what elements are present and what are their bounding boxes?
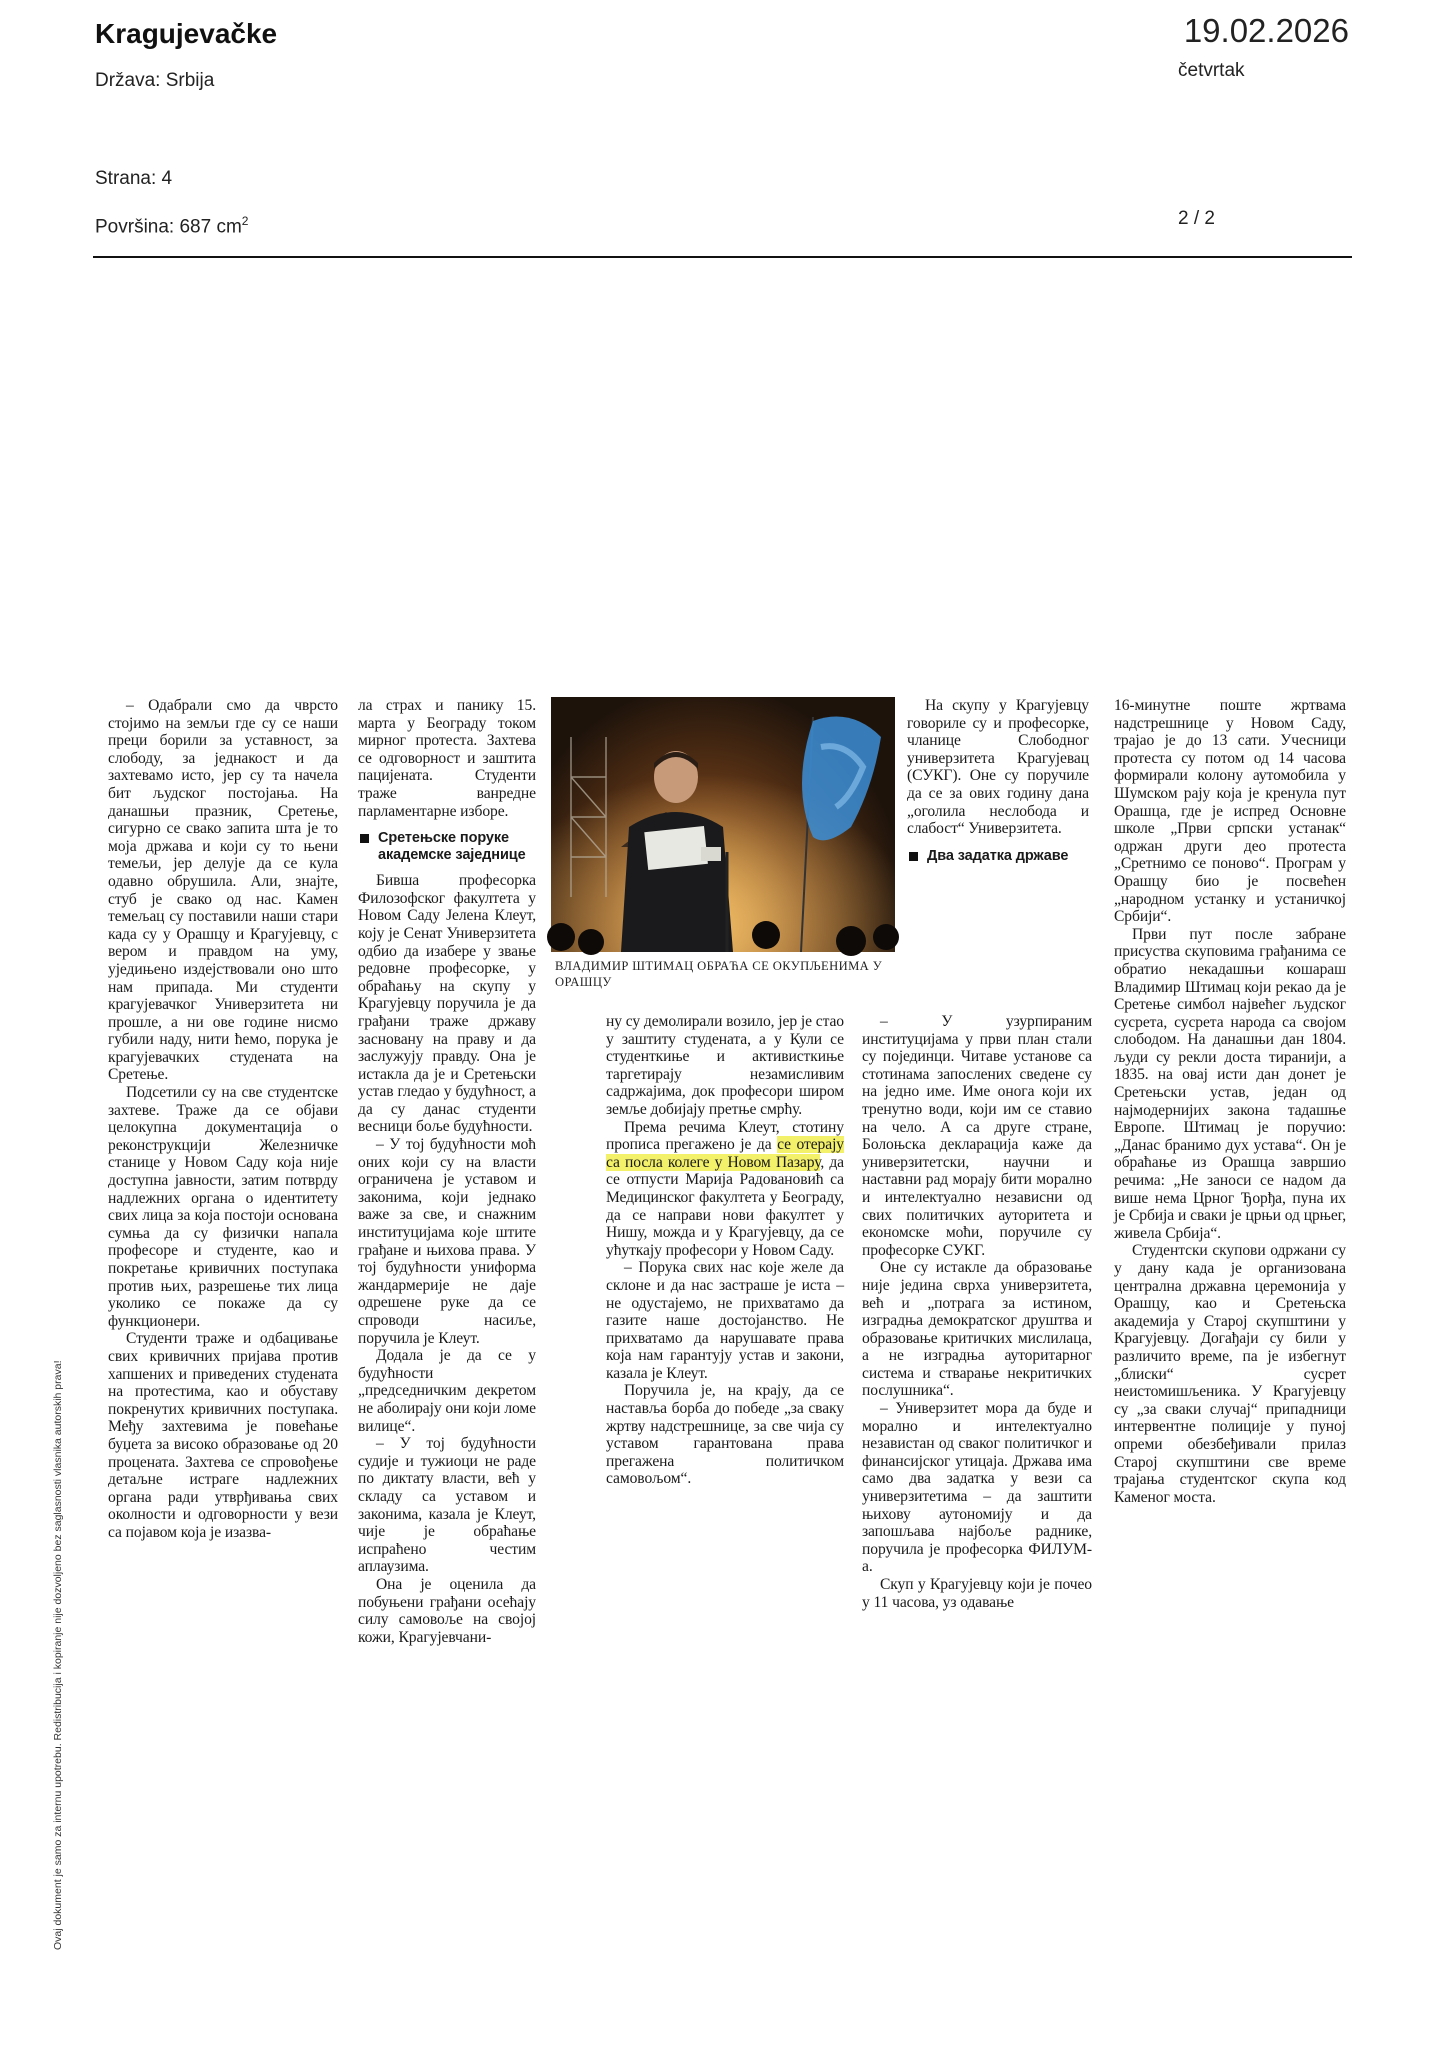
paragraph: – У тој будућности моћ оних који су на власти ограничена је уставом и законима, који једнако важе за све, и снажним институцијама које штите грађане и њихова права. У тој будућности униформа жандармерије не даје одрешене руке да се спроводи насиље, поручила је Клеут. <box>358 1136 536 1347</box>
article-column-3 <box>606 1013 844 1573</box>
paragraph: На скупу у Крагујевцу говориле су и професорке, чланице Слободног универзитета Крагујевац (СУКГ). Оне су поручиле да се за ових годину дана „оголила неслобода и слабост“ Универзитета. <box>907 697 1089 838</box>
speech-paper <box>644 826 708 870</box>
publication-weekday: četvrtak <box>1178 60 1245 81</box>
paragraph: Она је оценила да побуњени грађани осећају силу самовоље на својој кожи, Крагујевчани- <box>358 1575 536 1646</box>
paragraph: – Одабрали смо да чврсто стојимо на земљи где су се наши преци борили за уставност, за слободу, за једнакост и да захтевамо исто, јер су та начела бит људског постојања. На данашњи празник, Сретење, сигурно се свако запита шта је то моја држава и који су то њени темељи, јер делује да се кула одавно обрушила. Али, знајте, стуб је свако од нас. Камен темељац су поставили наши стари када су у Орашцу и Крагујевцу, с вером и правдом на уму, уједињено издејствовали оно што нам припада. Ми студенти крагујевачког Универзитета ни прошле, а ни ове године нисмо губили наду, нити ћемо, порука је крагујевачких студената на Сретење. <box>108 697 338 1084</box>
paragraph-text: , да се отпусти Марија Радовановић са Медицинског факултета у Београду, да се направи нови факултет у Нишу, можда и у Крагујевцу, да се ућуткају професори у Новом Саду. <box>606 1153 844 1259</box>
paragraph: – У узурпираним институцијама у први план стали су појединци. Читаве установе са стотинама запослених сведене су на једно име. Име онога који их тренутно води, који им се ставио на чело. А са друге стране, Болоњска декларација каже да универзитетски, научни и наставни рад морају бити морално и интелектуално независни од свих политичких ауторитета и економске моћи, поручиле су професорке СУКГ. <box>862 1013 1092 1259</box>
photo-illustration <box>551 697 895 952</box>
paragraph: Скуп у Крагујевцу који је почео у 11 часова, уз одавање <box>862 1576 1092 1611</box>
paragraph: Поручила је, на крају, да се настављa борба до победе „за сваку жртву надстрешнице, за све чија су уставом гарантована права прегажена политичком самовољом“. <box>606 1382 844 1488</box>
speaker-phone <box>701 847 721 861</box>
article-area-text: Površina: 687 cm <box>95 216 242 238</box>
article-column-5 <box>1114 697 1346 1577</box>
photo-caption: ВЛАДИМИР ШТИМАЦ ОБРАЋА СЕ ОКУПЉЕНИМА У ОРАШЦУ <box>555 959 883 989</box>
paragraph: – Порука свих нас које желе да склоне и да нас застраше је иста – не одустајемо, не прихватамо да газите наше достојанство. Не прихватамо да нарушавате права која нам гарантују устав и закони, казала је Клеут. <box>606 1259 844 1382</box>
clipping-header <box>0 0 1443 260</box>
paragraph: Студенти траже и одбацивање свих кривичних пријава против хапшених и приведених студената на протестима, као и обуставу покренутих кривичних поступака. Међу захтевима је повећање буџета за високо образовање од 20 процената. Захтева се спровођење детаљне истраге надлежних органа ради утврђивања свих околности и одговорности у вези са појавом која је изазва- <box>108 1330 338 1541</box>
article-photo <box>551 697 895 952</box>
article-column-1 <box>108 697 338 1577</box>
paragraph: – Универзитет мора да буде и морално и интелектуално независтан од сваког политичког и финансијског утицаја. Држава има само два задатка у вези са универзитетима – да заштити њихову аутономију и да запошљава најбоље раднике, поручила је професорка ФИЛУМ-а. <box>862 1400 1092 1576</box>
subheading-academic-messages: Сретењске поруке академске заједнице <box>358 830 536 864</box>
page-count: 2 / 2 <box>1178 208 1215 229</box>
article-area <box>95 214 248 238</box>
paragraph: ла страх и панику 15. марта у Београду током мирног протеста. Захтева се одговорност и заштита пацијената. Студенти траже ванредне парламентарне изборе. <box>358 697 536 820</box>
article-column-4-continued <box>862 1013 1092 1611</box>
publication-name: Kragujevačke <box>95 18 278 49</box>
paragraph-text: Према речима Клеут, стотину прописа прегажено је да <box>606 1118 844 1154</box>
paragraph: Подсетили су на све студентске захтеве. Траже да се објави целокупна документација о реконструкцији Железничке станице у Новом Саду која није доступна јавности, затим потврду надлежних органа о идентитету свих лица за која постоји основана сумња да су физички напала професоре и студенте, као и покретање кривичних поступака против њих, разрешење тих лица уколико се покаже да су функционери. <box>108 1084 338 1330</box>
header-divider <box>93 256 1352 258</box>
paragraph: – У тој будућности судије и тужиоци не раде по диктату власти, већ у складу са уставом и законима, казала је Клеут, чије је обраћање испраћено честим аплаузима. <box>358 1435 536 1576</box>
area-unit-exponent: 2 <box>241 214 249 228</box>
paragraph: Студентски скупови одржани су у дану када је организована централна државна церемонија у Орашцу, као и Сретењска академија у Старој скупштини у Крагујевцу. Догађаји су били у различито време, па је избегнут „блиски“ сусрет неистомишљеника. У Крагујевцу су „за сваки случај“ припадници интервентне полиције у пуној опреми обезбеђивали прилаз Старој скупштини све време трајања студентског скупа код Каменог моста. <box>1114 1242 1346 1506</box>
paragraph: Оне су истакле да образовање није једина сврха универзитета, већ и „потрага за истином, изградња демократског друштва и образовање критичких мислилаца, а не изградња ауторитарног система и стварање некритичких послушника“. <box>862 1259 1092 1400</box>
copyright-notice: Ovaj dokument je samo za internu upotrebu. Redistribucija i kopiranje nije dozvoljeno bez saglasnosti vlasnika autorskih prava! <box>52 1360 64 1950</box>
paragraph: Бивша професорка Филозофског факултета у Новом Саду Јелена Клеут, коју је Сенат Универзитета одбио да изабере у звање редовне професорке, у обраћању на скупу у Крагујевцу поручила је да грађани траже државу засновану на праву и да заслужују правду. Она је истакла да је и Сретењски устав гледао у будућност, а да су данас студенти весници боље будућности. <box>358 872 536 1136</box>
highlighted-text: се отерају са посла колеге у Новом Пазару <box>606 1136 844 1171</box>
paragraph: ну су демолирали возило, јер је стао у заштиту студената, а у Кули се студенткиње и активисткиње таргетирају незамисливим садржајима, док професори широм земље добијају претње смрћу. <box>606 1013 844 1118</box>
paragraph: 16-минутне поште жртвама надстрешнице у Новом Саду, трајао је до 13 сати. Учесници протеста су потом од 14 часова формирали колону аутомобила у Шумском рају која је кренула пут Орашца, где је испред Основне школе „Први српски устанак“ одржан други део протеста „Сретнимо се поново“. Програм у Орашцу био је посвећен „народном устанку и устаничкој Србији“. <box>1114 697 1346 926</box>
article-column-2 <box>358 697 536 1646</box>
paragraph: Додала је да се у будућности „председничким декретом не аболирају они који ломе вилице“. <box>358 1347 536 1435</box>
paragraph-with-highlight <box>606 1119 844 1260</box>
publication-date: 19.02.2026 <box>1183 12 1349 49</box>
country-label: Država: Srbija <box>95 70 215 91</box>
page-number: Strana: 4 <box>95 168 173 189</box>
subheading-two-tasks: Два задатка државе <box>907 848 1089 865</box>
article-column-4 <box>907 697 1089 1013</box>
paragraph: Први пут после забране присуства скуповима грађанима се обратио некадашњи кошараш Владимир Штимац који рекао да је Сретење симбол највећег људског сусрета, сусрета народа са својом слободом. На данашњи дан 1804. људи су рекли доста тиранији, а 1835. на овај исти дан донет је Сретењски устав, један од најмодернијих закона тадашње Европе. Штимац је поручио: „Данас бранимо дух устава“. Он је обраћање из Орашца завршио речима: „Не заноси се надом да више нема Црног Ђорђа, пуна их је Србија и сваки је црњи од црњег, живела Србија“. <box>1114 925 1346 1242</box>
